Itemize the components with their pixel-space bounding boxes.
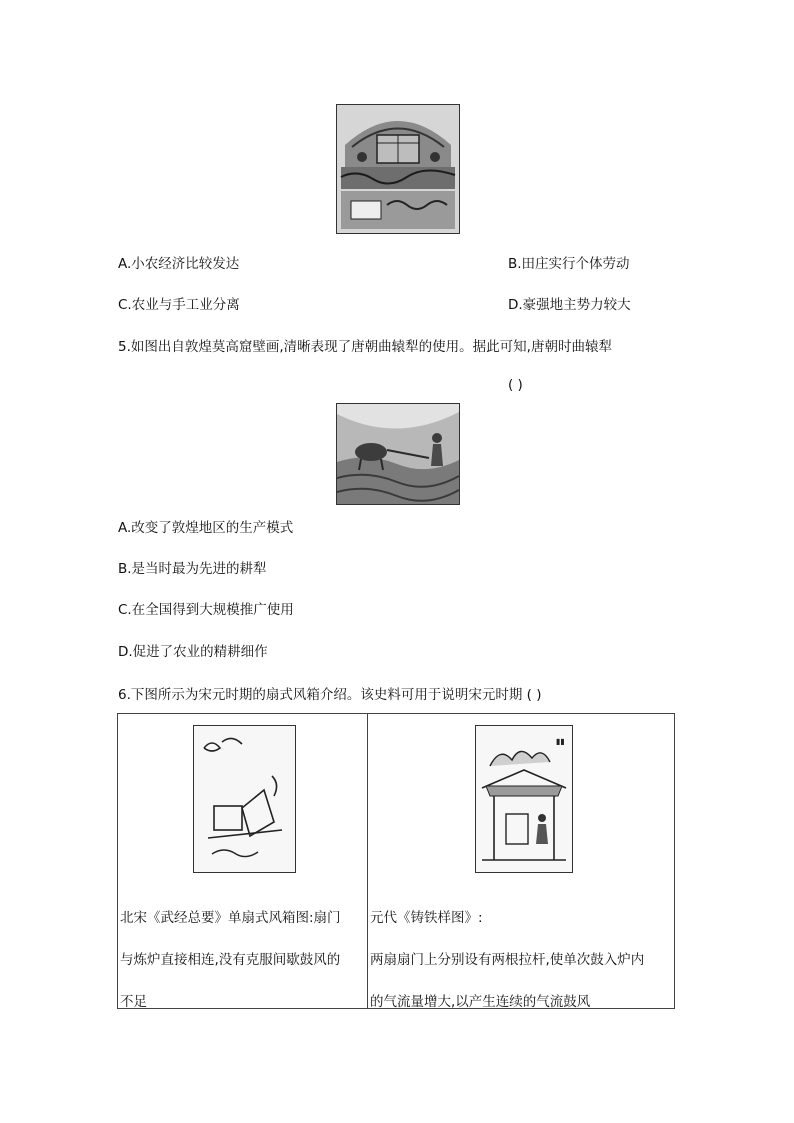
song-bellows-woodcut-image (193, 725, 296, 873)
q6-bellows-table (117, 713, 675, 1009)
q6-left-caption (120, 897, 365, 1023)
estate-mural-image (336, 104, 460, 234)
q6-right-caption (370, 897, 672, 1023)
q5-option-b: B.是当时最为先进的耕犁 (118, 561, 267, 577)
q6-left-caption-line-2: 与炼炉直接相连,没有克服间歇鼓风的 (120, 952, 341, 968)
q6-right-caption-line-2: 两扇扇门上分别设有两根拉杆,使单次鼓入炉内 (370, 952, 645, 968)
svg-text:▮▮: ▮▮ (556, 737, 565, 746)
q5-stem: 5.如图出自敦煌莫高窟壁画,清晰表现了唐朝曲辕犁的使用。据此可知,唐朝时曲辕犁 (118, 339, 612, 355)
q4-option-c: C.农业与手工业分离 (118, 297, 240, 313)
dunhuang-plough-mural-image (336, 403, 460, 505)
q5-option-d: D.促进了农业的精耕细作 (118, 644, 268, 660)
q5-option-c: C.在全国得到大规模推广使用 (118, 602, 294, 618)
yuan-bellows-woodcut-image (475, 725, 573, 873)
q5-option-a: A.改变了敦煌地区的生产模式 (118, 520, 294, 536)
q5-answer-bracket: ( ) (508, 377, 523, 393)
q6-right-caption-line-1: 元代《铸铁样图》: (370, 910, 483, 926)
q4-option-a: A.小农经济比较发达 (118, 256, 240, 272)
q6-left-cell (118, 714, 368, 1009)
q6-left-caption-line-1: 北宋《武经总要》单扇式风箱图:扇门 (120, 910, 341, 926)
q4-option-d: D.豪强地主势力较大 (508, 297, 631, 313)
q6-right-caption-line-3: 的气流量增大,以产生连续的气流鼓风 (370, 994, 591, 1010)
q6-stem: 6.下图所示为宋元时期的扇式风箱介绍。该史料可用于说明宋元时期 ( ) (118, 687, 542, 703)
q4-option-b: B.田庄实行个体劳动 (508, 256, 630, 272)
q6-right-cell (368, 714, 675, 1009)
q6-left-caption-line-3: 不足 (120, 994, 147, 1010)
